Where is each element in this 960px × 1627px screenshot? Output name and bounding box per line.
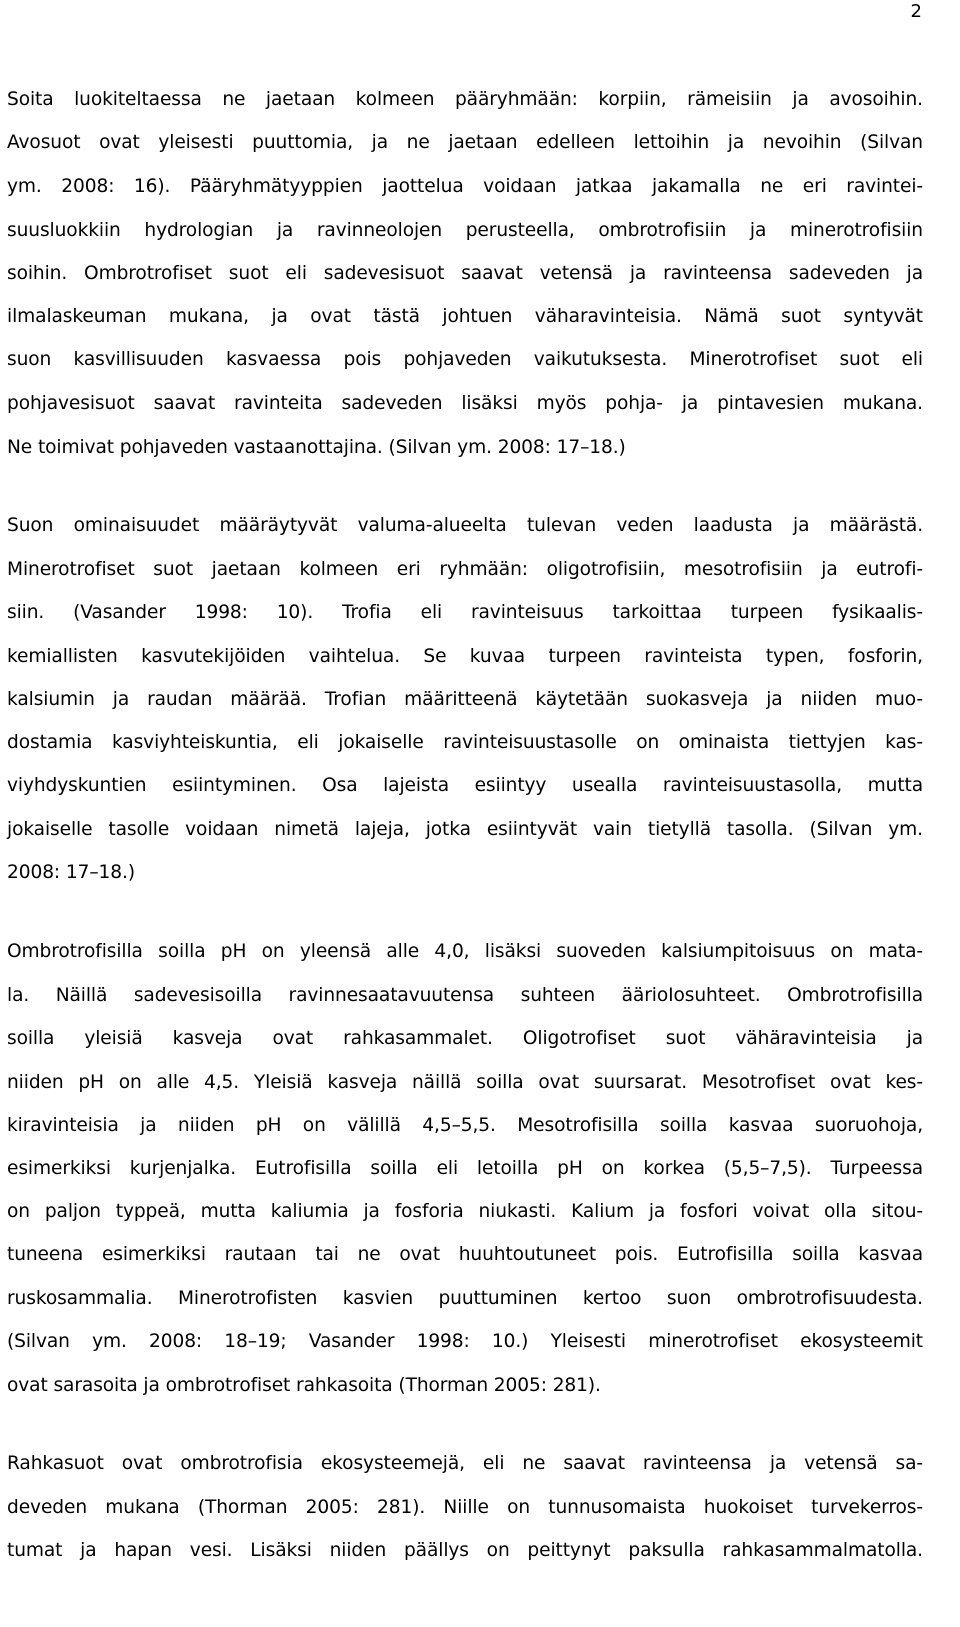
text-line: Ombrotrofisilla soilla pH on yleensä alle 4,0, lisäksi suoveden kalsiumpitoisuus on mata- — [7, 941, 923, 962]
page-number: 2 — [910, 1, 922, 22]
text-line: tumat ja hapan vesi. Lisäksi niiden päällys on peittynyt paksulla rahkasammalmatolla. — [7, 1540, 923, 1561]
text-line: ruskosammalia. Minerotrofisten kasvien puuttuminen kertoo suon ombrotrofisuudesta. — [7, 1288, 923, 1309]
text-line: (Silvan ym. 2008: 18–19; Vasander 1998: 10.) Yleisesti minerotrofiset ekosysteemit — [7, 1331, 923, 1352]
text-line: suon kasvillisuuden kasvaessa pois pohjaveden vaikutuksesta. Minerotrofiset suot eli — [7, 349, 923, 370]
text-line: jokaiselle tasolle voidaan nimetä lajeja, jotka esiintyvät vain tietyllä tasolla. (Silvan ym. — [7, 819, 923, 840]
text-line: tuneena esimerkiksi rautaan tai ne ovat huuhtoutuneet pois. Eutrofisilla soilla kasvaa — [7, 1244, 923, 1265]
text-line: 2008: 17–18.) — [7, 862, 135, 883]
text-line: niiden pH on alle 4,5. Yleisiä kasveja näillä soilla ovat suursarat. Mesotrofiset ovat kes- — [7, 1072, 923, 1093]
text-line: siin. (Vasander 1998: 10). Trofia eli ravinteisuus tarkoittaa turpeen fysikaalis- — [7, 602, 923, 623]
text-line: la. Näillä sadevesisoilla ravinnesaatavuutensa suhteen äärioIosuhteet. Ombrotrofisilla — [7, 985, 923, 1006]
text-line: dostamia kasviyhteiskuntia, eli jokaiselle ravinteisuustasolle on ominaista tiettyjen kas- — [7, 732, 923, 753]
text-line: on paljon typpeä, mutta kaliumia ja fosforia niukasti. Kalium ja fosfori voivat olla sitou- — [7, 1201, 923, 1222]
text-line: ilmalaskeuman mukana, ja ovat tästä johtuen väharavinteisia. Nämä suot syntyvät — [7, 306, 923, 327]
text-line: ym. 2008: 16). Pääryhmätyyppien jaottelua voidaan jatkaa jakamalla ne eri ravintei- — [7, 176, 923, 197]
text-line: Ne toimivat pohjaveden vastaanottajina. (Silvan ym. 2008: 17–18.) — [7, 437, 626, 458]
text-line: soihin. Ombrotrofiset suot eli sadevesisuot saavat vetensä ja ravinteensa sadeveden ja — [7, 263, 923, 284]
text-line: soilla yleisiä kasveja ovat rahkasammalet. Oligotrofiset suot vähäravinteisia ja — [7, 1028, 923, 1049]
text-line: kemiallisten kasvutekijöiden vaihtelua. Se kuvaa turpeen ravinteista typen, fosforin, — [7, 646, 923, 667]
text-line: kiravinteisia ja niiden pH on välillä 4,5–5,5. Mesotrofisilla soilla kasvaa suoruohoja, — [7, 1115, 923, 1136]
text-line: Avosuot ovat yleisesti puuttomia, ja ne jaetaan edelleen lettoihin ja nevoihin (Silvan — [7, 132, 923, 153]
text-line: pohjavesisuot saavat ravinteita sadeveden lisäksi myös pohja- ja pintavesien mukana. — [7, 393, 923, 414]
text-line: deveden mukana (Thorman 2005: 281). Niille on tunnusomaista huokoiset turvekerros- — [7, 1497, 923, 1518]
text-line: ovat sarasoita ja ombrotrofiset rahkasoita (Thorman 2005: 281). — [7, 1375, 601, 1396]
text-line: Minerotrofiset suot jaetaan kolmeen eri ryhmään: oligotrofisiin, mesotrofisiin ja eutrofi- — [7, 559, 923, 580]
text-line: viyhdyskuntien esiintyminen. Osa lajeista esiintyy usealla ravinteisuustasolla, mutta — [7, 775, 923, 796]
text-line: Rahkasuot ovat ombrotrofisia ekosysteemejä, eli ne saavat ravinteensa ja vetensä sa- — [7, 1453, 923, 1474]
text-line: esimerkiksi kurjenjalka. Eutrofisilla soilla eli letoilla pH on korkea (5,5–7,5). Turpeessa — [7, 1158, 923, 1179]
text-line: Suon ominaisuudet määräytyvät valuma-alueelta tulevan veden laadusta ja määrästä. — [7, 515, 923, 536]
text-line: suusluokkiin hydrologian ja ravinneolojen perusteella, ombrotrofisiin ja minerotrofisiin — [7, 220, 923, 241]
text-line: kalsiumin ja raudan määrää. Trofian määritteenä käytetään suokasveja ja niiden muo- — [7, 689, 923, 710]
text-line: Soita luokiteltaessa ne jaetaan kolmeen pääryhmään: korpiin, rämeisiin ja avosoihin. — [7, 89, 923, 110]
